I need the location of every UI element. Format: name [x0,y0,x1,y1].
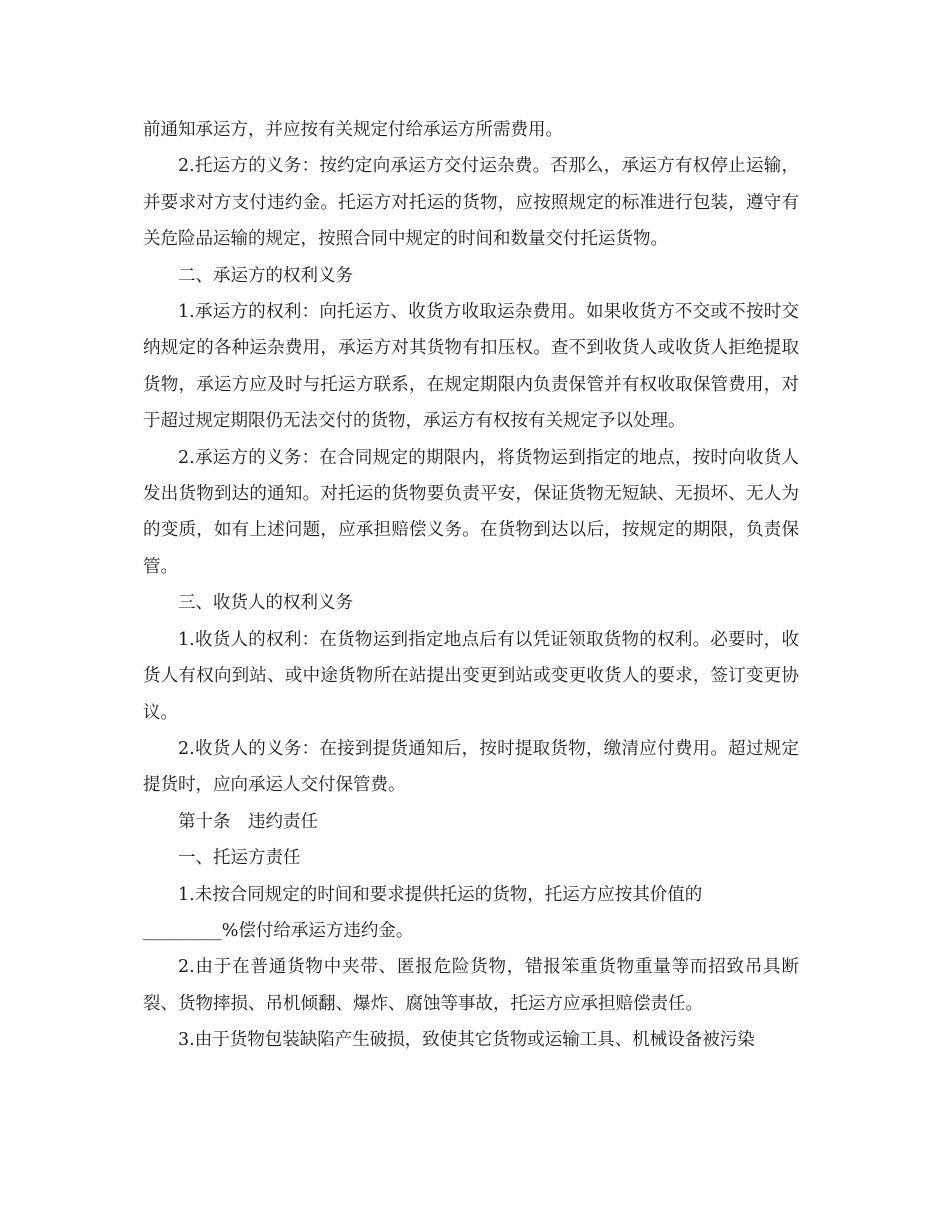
section-heading-carrier: 二、承运方的权利义务 [178,265,353,286]
document-body [143,112,799,1059]
paragraph-11: 1.未按合同规定的时间和要求提供托运的货物，托运方应按其价值的 [178,884,703,905]
paragraph-8: 2.收货人的义务：在接到提货通知后，按时提取货物，缴清应付费用。超过规定提货时，应向承运人交付保管费。 [143,738,799,796]
paragraph-7: 1.收货人的权利：在货物运到指定地点后有以凭证领取货物的权利。必要时，收货人有权向到站、或中途货物所在站提出变更到站或变更收货人的要求，签订变更协议。 [143,629,799,723]
paragraph-5: 2.承运方的义务：在合同规定的期限内，将货物运到指定的地点，按时向收货人发出货物到达的通知。对托运的货物要负责平安，保证货物无短缺、无损坏、无人为的变质，如有上述问题，应承担赔偿义务。在货物到达以后，按规定的期限，负责保管。 [143,447,799,577]
paragraph-12-blank: _________%偿付给承运方违约金。 [143,920,414,941]
paragraph-14: 3.由于货物包装缺陷产生破损，致使其它货物或运输工具、机械设备被污染 [178,1030,755,1051]
paragraph-1: 前通知承运方，并应按有关规定付给承运方所需费用。 [143,120,563,140]
paragraph-2: 2.托运方的义务：按约定向承运方交付运杂费。否那么，承运方有权停止运输，并要求对方支付违约金。托运方对托运的货物，应按照规定的标准进行包装，遵守有关危险品运输的规定，按照合同中规定的时间和数量交付托运货物。 [143,156,799,250]
article-heading: 第十条 违约责任 [178,811,318,832]
paragraph-13: 2.由于在普通货物中夹带、匿报危险货物，错报笨重货物重量等而招致吊具断裂、货物摔损、吊机倾翻、爆炸、腐蚀等事故，托运方应承担赔偿责任。 [143,957,799,1014]
paragraph-4: 1.承运方的权利：向托运方、收货方收取运杂费用。如果收货方不交或不按时交纳规定的各种运杂费用，承运方对其货物有扣压权。查不到收货人或收货人拒绝提取货物，承运方应及时与托运方联系，在规定期限内负责保管并有权收取保管费用，对于超过规定期限仍无法交付的货物，承运方有权按有关规定予以处理。 [143,302,799,432]
section-heading-shipper: 一、托运方责任 [178,848,301,869]
section-heading-consignee: 三、收货人的权利义务 [178,593,353,614]
